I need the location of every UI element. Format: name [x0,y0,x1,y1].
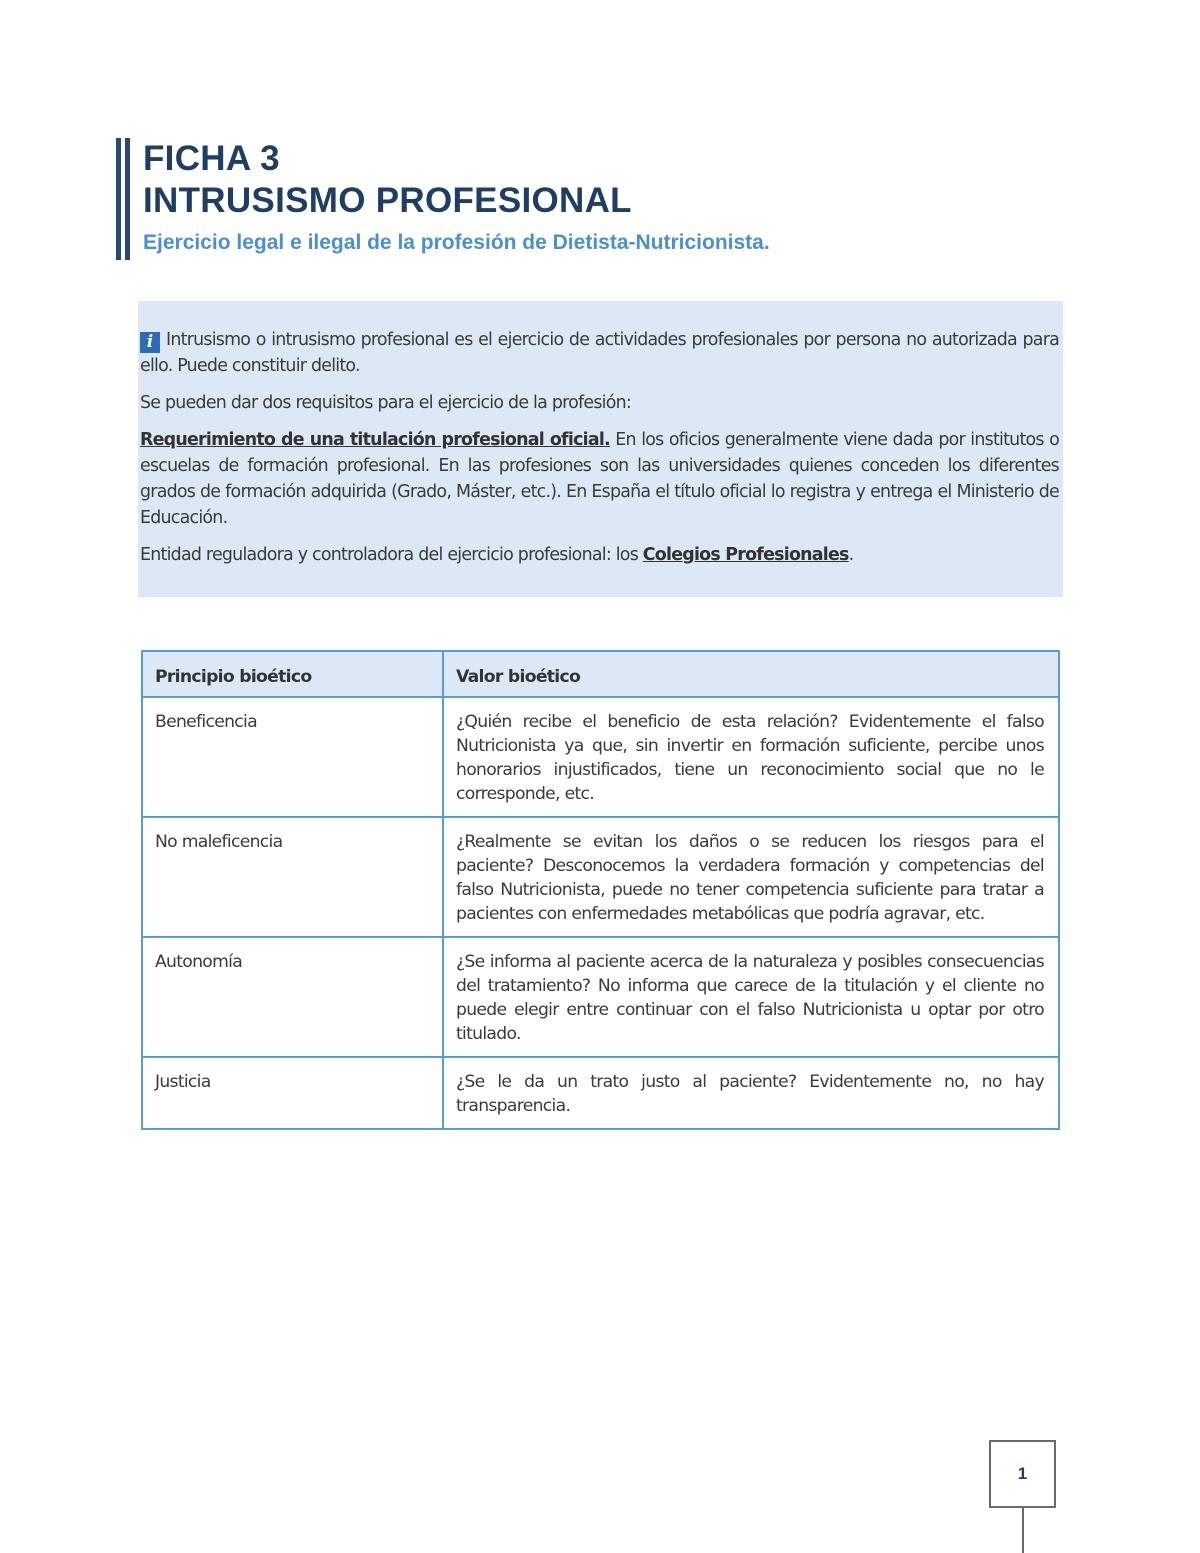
page-title-line-2: INTRUSISMO PROFESIONAL [143,181,632,220]
info-paragraph-definition [140,327,1059,379]
accent-bar [116,138,121,260]
value-cell: ¿Realmente se evitan los daños o se reducen los riesgos para el paciente? Desconocemos la verdadera formación y competencias del falso Nutricionista, puede no tener competencia suficiente para tratar a pacientes con enfermedades metabólicas que podría agravar, etc. [443,817,1059,937]
header-accent-bars [116,138,132,260]
principle-cell: Autonomía [142,937,443,1057]
page-title-line-1: FICHA 3 [143,139,280,178]
regulator-end: . [848,545,854,565]
page-number: 1 [989,1440,1056,1508]
value-cell: ¿Se informa al paciente acerca de la naturaleza y posibles consecuencias del tratamiento? No informa que carece de la titulación y el cliente no puede elegir entre continuar con el falso Nutricionista u optar por otro titulado. [443,937,1059,1057]
principle-cell: No maleficencia [142,817,443,937]
table-row [142,697,1059,817]
header-text [143,138,770,256]
table-row [142,937,1059,1057]
table-row [142,817,1059,937]
regulator-text: Entidad reguladora y controladora del ejercicio profesional: los [140,545,643,565]
page-subtitle: Ejercicio legal e ilegal de la profesión de Dietista-Nutricionista. [143,231,770,254]
titulation-heading: Requerimiento de una titulación profesional oficial. [140,430,610,450]
table-header-row [142,651,1059,697]
table-row [142,1057,1059,1129]
info-icon: i [140,332,160,353]
page-number-connector [1022,1508,1024,1553]
info-box [138,301,1063,597]
bioethics-table [141,650,1060,1130]
info-paragraph-regulator [140,542,1059,568]
column-header-principle: Principio bioético [142,651,443,697]
column-header-value: Valor bioético [443,651,1059,697]
principle-cell: Justicia [142,1057,443,1129]
titulation-text: En los oficios generalmente viene dada por institutos o escuelas de formación profesional. En las profesiones son las universidades quienes conceden los diferentes grados de formación adquirida (Grado, Máster, etc.). En España el título oficial lo registra y entrega el Ministerio de Educación. [140,430,1060,528]
info-paragraph-titulation [140,427,1059,531]
value-cell: ¿Se le da un trato justo al paciente? Evidentemente no, no hay transparencia. [443,1057,1059,1129]
definition-text: Intrusismo o intrusismo profesional es el ejercicio de actividades profesionales por persona no autorizada para ello. Puede constituir delito. [140,330,1059,376]
info-paragraph-requirements [140,390,1059,416]
colegios-profesionales-label: Colegios Profesionales [642,545,849,565]
value-cell: ¿Quién recibe el beneficio de esta relación? Evidentemente el falso Nutricionista ya que, sin invertir en formación suficiente, percibe unos honorarios injustificados, tiene un reconocimiento social que no le corresponde, etc. [443,697,1059,817]
accent-bar [125,138,130,260]
principle-cell: Beneficencia [142,697,443,817]
document-header [116,138,1076,260]
requirements-text: Se pueden dar dos requisitos para el ejercicio de la profesión: [140,393,632,413]
